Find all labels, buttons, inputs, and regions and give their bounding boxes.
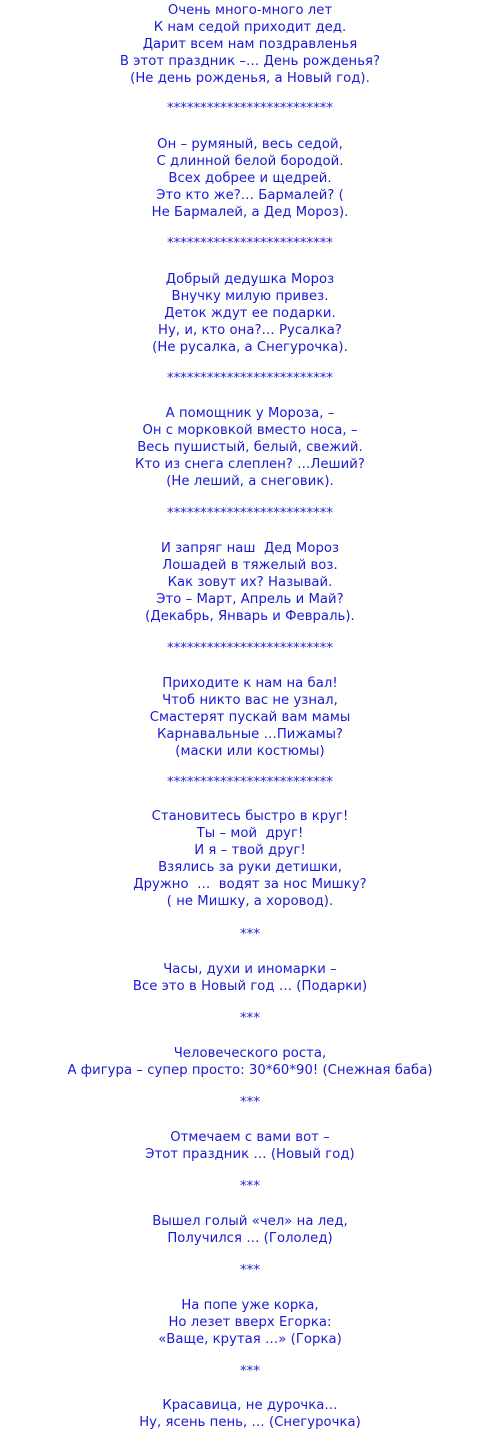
poem-line: С длинной белой бородой.	[156, 154, 344, 169]
poem-line: Это – Март, Апрель и Май?	[156, 592, 344, 607]
poem-line: Дарит всем нам поздравленья	[142, 37, 358, 52]
poem-line: Но лезет вверх Егорка:	[168, 1315, 332, 1330]
separator-line: *************************	[166, 506, 334, 521]
poem-line: Всех добрее и щедрей.	[168, 171, 332, 186]
poem-line: Кто из снега слеплен? …Леший?	[135, 457, 365, 472]
separator-line: *************************	[166, 775, 334, 790]
poem-line: Это кто же?… Бармалей? (	[156, 188, 344, 203]
poem-line: Ну, и, кто она?… Русалка?	[158, 323, 342, 338]
poem-line: Как зовут их? Называй.	[167, 575, 333, 590]
poem-line: Лошадей в тяжелый воз.	[162, 558, 338, 573]
separator-line: ***	[240, 1263, 260, 1278]
poem-line: Ты – мой друг!	[196, 826, 304, 841]
separator-line: *************************	[166, 371, 334, 386]
poem-line: Человеческого роста,	[173, 1046, 327, 1061]
poem-line: Часы, духи и иномарки –	[163, 962, 337, 977]
separator-line: *************************	[166, 641, 334, 656]
separator-line: ***	[240, 927, 260, 942]
poem-line: Внучку милую привез.	[171, 289, 329, 304]
poem-line: (Не леший, а снеговик).	[166, 474, 334, 489]
poem-line: Не Бармалей, а Дед Мороз).	[151, 205, 349, 220]
poem-line: Становитесь быстро в круг!	[151, 809, 349, 824]
poem-line: Взялись за руки детишки,	[158, 860, 342, 875]
poem-line: (маски или костюмы)	[175, 744, 325, 759]
poem-line: Он – румяный, весь седой,	[157, 137, 343, 152]
separator-line: ***	[240, 1095, 260, 1110]
poem-line: Вышел голый «чел» на лед,	[152, 1214, 348, 1229]
poem-line: А фигура – супер просто: 30*60*90! (Снежная баба)	[67, 1063, 433, 1078]
poem-line: (Не день рожденья, а Новый год).	[130, 71, 370, 86]
poem-line: Добрый дедушка Мороз	[165, 272, 335, 287]
poem-line: В этот праздник –… День рожденья?	[119, 54, 381, 69]
poem-line: Ну, ясень пень, … (Снегурочка)	[139, 1415, 361, 1430]
poem-line: Красавица, не дурочка…	[162, 1398, 338, 1413]
poem-line: ( не Мишку, а хоровод).	[166, 894, 334, 909]
poem-line: На попе уже корка,	[181, 1298, 319, 1313]
separator-line: ***	[240, 1364, 260, 1379]
poem-line: Получился … (Гололед)	[167, 1231, 333, 1246]
separator-line: ***	[240, 1011, 260, 1026]
poem-line: Чтоб никто вас не узнал,	[162, 693, 338, 708]
separator-line: *************************	[166, 101, 334, 116]
poem-line: И я – твой друг!	[194, 843, 306, 858]
poem-line: (Декабрь, Январь и Февраль).	[145, 609, 355, 624]
poem-line: Деток ждут ее подарки.	[164, 306, 336, 321]
poem-line: К нам седой приходит дед.	[153, 20, 347, 35]
poem-line: Он с морковкой вместо носа, –	[142, 423, 358, 438]
poem-line: Дружно … водят за нос Мишку?	[133, 877, 367, 892]
poem-line: Отмечаем с вами вот –	[170, 1130, 330, 1145]
poem-line: А помощник у Мороза, –	[165, 406, 335, 421]
poem-line: (Не русалка, а Снегурочка).	[152, 340, 348, 355]
poem-line: Приходите к нам на бал!	[162, 676, 338, 691]
poem-line: Смастерят пускай вам мамы	[149, 710, 351, 725]
poem-line: «Ваще, крутая …» (Горка)	[158, 1332, 342, 1347]
separator-line: *************************	[166, 236, 334, 251]
poem-line: Весь пушистый, белый, свежий.	[137, 440, 363, 455]
poem-line: Карнавальные …Пижамы?	[157, 727, 343, 742]
poem-line: И запряг наш Дед Мороз	[160, 541, 340, 556]
poem-line: Этот праздник … (Новый год)	[145, 1147, 355, 1162]
separator-line: ***	[240, 1179, 260, 1194]
poem-line: Очень много-много лет	[167, 3, 333, 18]
poem-line: Все это в Новый год … (Подарки)	[132, 979, 368, 994]
